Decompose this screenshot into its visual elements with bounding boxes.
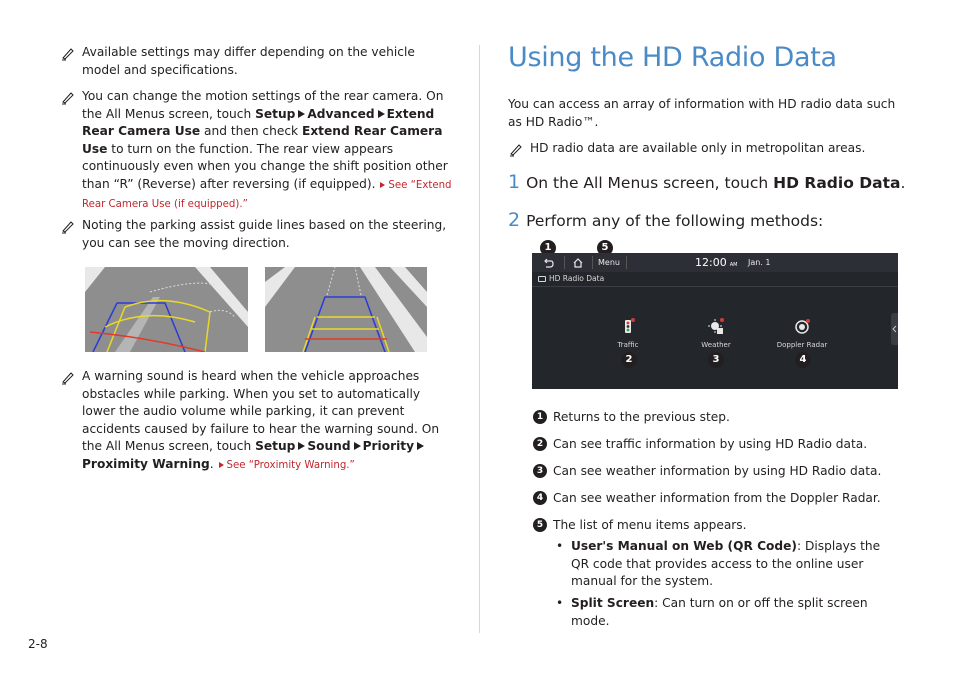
date: Jan. 1	[748, 258, 771, 267]
note-text: HD radio data are available only in metropolitan areas.	[530, 141, 866, 155]
reference-text: See “Extend Rear Camera Use (if equipped).”	[82, 179, 452, 210]
column-divider	[479, 45, 480, 633]
radio-icon	[538, 276, 546, 282]
step-number: 1	[508, 171, 521, 193]
note-pencil-icon	[60, 45, 76, 61]
list-text: Can see weather information from the Doppler Radar.	[553, 491, 881, 505]
menu-path-setup: Setup	[255, 439, 296, 454]
note-text	[82, 88, 452, 213]
parking-guide-illustration-left	[85, 267, 248, 352]
separator	[626, 256, 627, 269]
note-pencil-icon	[508, 141, 524, 157]
note-text: Available settings may differ depending on the vehicle model and specifications.	[82, 45, 415, 77]
bullet-desc: : Can turn on or off the split screen mode.	[571, 596, 868, 628]
step-end: .	[900, 174, 906, 192]
weather-app[interactable]	[681, 315, 751, 355]
reference-arrow-icon	[219, 462, 224, 468]
back-icon	[542, 257, 554, 269]
list-text: Can see traffic information by using HD Radio data.	[553, 437, 868, 451]
arrow-right-icon	[298, 110, 305, 118]
note-pencil-icon	[60, 218, 76, 234]
list-text: Returns to the previous step.	[553, 410, 730, 424]
home-button[interactable]	[566, 255, 590, 270]
section-intro: You can access an array of information with HD radio data such as HD Radio™.	[508, 97, 896, 129]
callout-marker-2: 2	[621, 352, 637, 368]
page-number: 2-8	[28, 637, 48, 651]
doppler-radar-app[interactable]	[767, 315, 837, 355]
traffic-app[interactable]	[593, 315, 663, 355]
note-text-part: A warning sound is heard when the vehicle approaches obstacles while parking. When you set to automatically lower the audio volume while parking, it can prevent accidents caused by failure to hear the warning sound. On the All Menus screen, touch	[82, 369, 440, 454]
menu-button[interactable]: Menu	[598, 258, 620, 267]
list-text: Can see weather information by using HD Radio data.	[553, 464, 882, 478]
menu-path-advanced: Advanced	[307, 106, 375, 121]
list-marker: 3	[533, 464, 547, 478]
callout-marker-1: 1	[540, 240, 556, 256]
weather-icon	[706, 317, 726, 337]
note-text-part: and then check	[200, 124, 302, 139]
note-pencil-icon	[60, 89, 76, 105]
step-text: Perform any of the following methods:	[526, 212, 824, 230]
chevron-left-icon	[891, 313, 898, 345]
step-number: 2	[508, 209, 521, 231]
screen-app-title	[538, 274, 604, 284]
reference-text: See “Proximity Warning.”	[226, 459, 355, 471]
hd-radio-screen	[532, 253, 898, 389]
menu-path-priority: Priority	[362, 439, 415, 454]
bullet-dot: •	[556, 596, 564, 610]
callout-marker-3: 3	[708, 352, 724, 368]
list-marker: 4	[533, 491, 547, 505]
weather-label: Weather	[701, 341, 731, 349]
reference-arrow-icon	[380, 182, 385, 188]
note-rear-camera	[60, 88, 452, 213]
list-marker: 5	[533, 518, 547, 532]
menu-path-proximity: Proximity Warning	[82, 456, 210, 471]
list-marker: 2	[533, 437, 547, 451]
callout-marker-5: 5	[597, 240, 613, 256]
bullet-desc: : Displays the QR code that provides access to the online user manual for the system.	[571, 539, 881, 589]
step-1	[508, 172, 905, 193]
note-availability	[60, 44, 452, 79]
arrow-right-icon	[378, 110, 385, 118]
app-title-text: HD Radio Data	[549, 274, 605, 283]
list-text: The list of menu items appears.	[553, 518, 747, 532]
option-extend: Extend Rear Camera Use	[82, 124, 443, 156]
bullet-dot: •	[556, 539, 564, 553]
title-divider	[532, 286, 898, 287]
traffic-label: Traffic	[617, 341, 639, 349]
bullet-bold: Split Screen	[571, 596, 655, 610]
back-button[interactable]	[536, 255, 560, 270]
note-metropolitan	[508, 140, 903, 158]
note-guide-lines	[60, 217, 452, 252]
arrow-right-icon	[354, 442, 361, 450]
clock-time: 12:00	[695, 256, 727, 269]
doppler-radar-label: Doppler Radar	[776, 341, 828, 349]
note-text	[82, 368, 452, 475]
parking-guide-illustration-right	[265, 267, 427, 352]
bullet-bold: User's Manual on Web (QR Code)	[571, 539, 797, 553]
clock-ampm: AM	[729, 262, 738, 268]
arrow-right-icon	[298, 442, 305, 450]
menu-path-setup: Setup	[255, 106, 296, 121]
note-pencil-icon	[60, 369, 76, 385]
step-2	[508, 210, 823, 231]
bullet-item	[556, 595, 901, 630]
separator	[592, 256, 593, 269]
side-panel-handle[interactable]	[891, 313, 898, 345]
home-icon	[572, 257, 584, 269]
clock	[695, 256, 737, 272]
bullet-text	[571, 538, 901, 591]
traffic-light-icon	[618, 317, 638, 337]
list-marker: 1	[533, 410, 547, 424]
callout-marker-4: 4	[795, 352, 811, 368]
step-text: On the All Menus screen, touch	[526, 174, 774, 192]
top-bar	[532, 253, 898, 272]
bullet-text	[571, 595, 901, 630]
separator	[564, 256, 565, 269]
note-text: Noting the parking assist guide lines based on the steering, you can see the moving direction.	[82, 218, 447, 250]
note-text-part: to turn on the function. The rear view appears continuously even when you change the shift position other than “R” (Reverse) after reversing (if equipped).	[82, 141, 448, 191]
bullet-item	[556, 538, 901, 591]
note-text-part: You can change the motion settings of the rear camera. On the All Menus screen, touch	[82, 89, 444, 121]
cross-reference[interactable]	[218, 460, 355, 471]
section-title: Using the HD Radio Data	[508, 42, 837, 73]
step-bold: HD Radio Data	[773, 174, 901, 192]
menu-path-extend: Extend Rear Camera Use	[82, 106, 435, 139]
menu-path-sound: Sound	[307, 439, 351, 454]
arrow-right-icon	[417, 442, 424, 450]
note-text-part: .	[209, 456, 218, 471]
radar-icon	[792, 317, 812, 337]
note-proximity-warning	[60, 368, 452, 475]
